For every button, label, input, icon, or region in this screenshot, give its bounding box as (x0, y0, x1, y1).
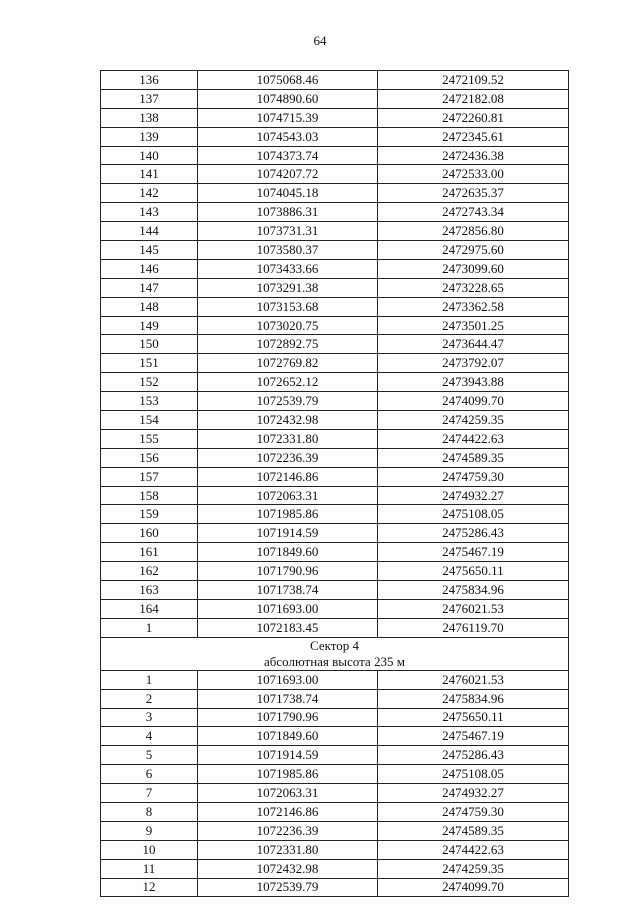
table-row (101, 297, 569, 316)
table-row (101, 543, 569, 562)
point-number-cell: 149 (101, 316, 198, 335)
y-coordinate-cell: 2472182.08 (378, 89, 569, 108)
point-number-cell: 1 (101, 670, 198, 689)
point-number-cell: 140 (101, 146, 198, 165)
x-coordinate-cell: 1073731.31 (198, 222, 378, 241)
table-row (101, 505, 569, 524)
point-number-cell: 159 (101, 505, 198, 524)
y-coordinate-cell: 2473228.65 (378, 278, 569, 297)
y-coordinate-cell: 2472635.37 (378, 184, 569, 203)
x-coordinate-cell: 1071790.96 (198, 708, 378, 727)
table-row (101, 354, 569, 373)
y-coordinate-cell: 2475286.43 (378, 746, 569, 765)
point-number-cell: 156 (101, 448, 198, 467)
y-coordinate-cell: 2475650.11 (378, 562, 569, 581)
x-coordinate-cell: 1071914.59 (198, 524, 378, 543)
point-number-cell: 153 (101, 392, 198, 411)
point-number-cell: 137 (101, 89, 198, 108)
table-row (101, 222, 569, 241)
point-number-cell: 164 (101, 599, 198, 618)
point-number-cell: 11 (101, 859, 198, 878)
point-number-cell: 151 (101, 354, 198, 373)
point-number-cell: 5 (101, 746, 198, 765)
table-row (101, 689, 569, 708)
x-coordinate-cell: 1074890.60 (198, 89, 378, 108)
y-coordinate-cell: 2476021.53 (378, 599, 569, 618)
table-row (101, 146, 569, 165)
table-row (101, 581, 569, 600)
table-row (101, 373, 569, 392)
x-coordinate-cell: 1071738.74 (198, 689, 378, 708)
x-coordinate-cell: 1071738.74 (198, 581, 378, 600)
point-number-cell: 8 (101, 802, 198, 821)
y-coordinate-cell: 2474589.35 (378, 821, 569, 840)
y-coordinate-cell: 2472533.00 (378, 165, 569, 184)
table-row (101, 784, 569, 803)
point-number-cell: 154 (101, 411, 198, 430)
x-coordinate-cell: 1072539.79 (198, 878, 378, 897)
x-coordinate-cell: 1072539.79 (198, 392, 378, 411)
x-coordinate-cell: 1072652.12 (198, 373, 378, 392)
table-row (101, 708, 569, 727)
y-coordinate-cell: 2472260.81 (378, 108, 569, 127)
point-number-cell: 146 (101, 259, 198, 278)
sector-header-cell (101, 637, 569, 670)
point-number-cell: 4 (101, 727, 198, 746)
y-coordinate-cell: 2472856.80 (378, 222, 569, 241)
table-row (101, 727, 569, 746)
table-row (101, 859, 569, 878)
point-number-cell: 136 (101, 71, 198, 90)
x-coordinate-cell: 1073020.75 (198, 316, 378, 335)
x-coordinate-cell: 1073580.37 (198, 241, 378, 260)
point-number-cell: 6 (101, 765, 198, 784)
y-coordinate-cell: 2475108.05 (378, 505, 569, 524)
point-number-cell: 144 (101, 222, 198, 241)
point-number-cell: 158 (101, 486, 198, 505)
point-number-cell: 1 (101, 618, 198, 637)
x-coordinate-cell: 1072236.39 (198, 448, 378, 467)
y-coordinate-cell: 2472436.38 (378, 146, 569, 165)
y-coordinate-cell: 2475467.19 (378, 727, 569, 746)
x-coordinate-cell: 1072183.45 (198, 618, 378, 637)
table-row (101, 429, 569, 448)
table-row (101, 467, 569, 486)
point-number-cell: 163 (101, 581, 198, 600)
table-row (101, 108, 569, 127)
table-row (101, 599, 569, 618)
point-number-cell: 147 (101, 278, 198, 297)
x-coordinate-cell: 1073433.66 (198, 259, 378, 278)
table-row (101, 165, 569, 184)
table-row (101, 259, 569, 278)
x-coordinate-cell: 1074543.03 (198, 127, 378, 146)
y-coordinate-cell: 2474259.35 (378, 411, 569, 430)
y-coordinate-cell: 2475834.96 (378, 581, 569, 600)
sector-header-row (101, 637, 569, 670)
y-coordinate-cell: 2473943.88 (378, 373, 569, 392)
y-coordinate-cell: 2473792.07 (378, 354, 569, 373)
table-row (101, 618, 569, 637)
point-number-cell: 143 (101, 203, 198, 222)
x-coordinate-cell: 1072892.75 (198, 335, 378, 354)
y-coordinate-cell: 2472109.52 (378, 71, 569, 90)
x-coordinate-cell: 1071985.86 (198, 505, 378, 524)
table-row (101, 746, 569, 765)
table-row (101, 184, 569, 203)
sector-header-group (101, 637, 569, 670)
table-row (101, 448, 569, 467)
table-row (101, 392, 569, 411)
table-row (101, 486, 569, 505)
y-coordinate-cell: 2474099.70 (378, 878, 569, 897)
point-number-cell: 139 (101, 127, 198, 146)
x-coordinate-cell: 1074373.74 (198, 146, 378, 165)
y-coordinate-cell: 2473501.25 (378, 316, 569, 335)
x-coordinate-cell: 1074045.18 (198, 184, 378, 203)
table-row (101, 411, 569, 430)
y-coordinate-cell: 2476021.53 (378, 670, 569, 689)
x-coordinate-cell: 1073291.38 (198, 278, 378, 297)
table-row (101, 562, 569, 581)
table-row (101, 89, 569, 108)
y-coordinate-cell: 2474422.63 (378, 840, 569, 859)
point-number-cell: 12 (101, 878, 198, 897)
table-row (101, 71, 569, 90)
x-coordinate-cell: 1072432.98 (198, 411, 378, 430)
point-number-cell: 142 (101, 184, 198, 203)
x-coordinate-cell: 1072236.39 (198, 821, 378, 840)
x-coordinate-cell: 1071849.60 (198, 543, 378, 562)
point-number-cell: 3 (101, 708, 198, 727)
sector-title: Сектор 4 (309, 637, 359, 653)
coordinates-table-body-top (101, 71, 569, 638)
y-coordinate-cell: 2474422.63 (378, 429, 569, 448)
y-coordinate-cell: 2475834.96 (378, 689, 569, 708)
y-coordinate-cell: 2474932.27 (378, 486, 569, 505)
table-row (101, 127, 569, 146)
table-row (101, 840, 569, 859)
y-coordinate-cell: 2475108.05 (378, 765, 569, 784)
table-row (101, 765, 569, 784)
table-row (101, 241, 569, 260)
y-coordinate-cell: 2474932.27 (378, 784, 569, 803)
point-number-cell: 10 (101, 840, 198, 859)
x-coordinate-cell: 1071693.00 (198, 670, 378, 689)
x-coordinate-cell: 1073153.68 (198, 297, 378, 316)
x-coordinate-cell: 1072146.86 (198, 467, 378, 486)
point-number-cell: 162 (101, 562, 198, 581)
point-number-cell: 141 (101, 165, 198, 184)
x-coordinate-cell: 1074207.72 (198, 165, 378, 184)
point-number-cell: 152 (101, 373, 198, 392)
point-number-cell: 161 (101, 543, 198, 562)
y-coordinate-cell: 2474259.35 (378, 859, 569, 878)
y-coordinate-cell: 2473099.60 (378, 259, 569, 278)
page-number: 64 (313, 33, 327, 48)
x-coordinate-cell: 1072063.31 (198, 784, 378, 803)
table-row (101, 316, 569, 335)
y-coordinate-cell: 2474759.30 (378, 467, 569, 486)
x-coordinate-cell: 1072063.31 (198, 486, 378, 505)
x-coordinate-cell: 1072331.80 (198, 429, 378, 448)
x-coordinate-cell: 1075068.46 (198, 71, 378, 90)
y-coordinate-cell: 2473644.47 (378, 335, 569, 354)
x-coordinate-cell: 1072331.80 (198, 840, 378, 859)
x-coordinate-cell: 1073886.31 (198, 203, 378, 222)
point-number-cell: 2 (101, 689, 198, 708)
point-number-cell: 157 (101, 467, 198, 486)
point-number-cell: 7 (101, 784, 198, 803)
table-row (101, 278, 569, 297)
x-coordinate-cell: 1071914.59 (198, 746, 378, 765)
y-coordinate-cell: 2472975.60 (378, 241, 569, 260)
point-number-cell: 148 (101, 297, 198, 316)
x-coordinate-cell: 1071693.00 (198, 599, 378, 618)
point-number-cell: 138 (101, 108, 198, 127)
table-row (101, 335, 569, 354)
coordinates-table (100, 70, 569, 897)
sector-altitude: абсолютная высота 235 м (264, 653, 405, 669)
table-row (101, 821, 569, 840)
x-coordinate-cell: 1072432.98 (198, 859, 378, 878)
point-number-cell: 150 (101, 335, 198, 354)
x-coordinate-cell: 1071790.96 (198, 562, 378, 581)
table-row (101, 203, 569, 222)
point-number-cell: 155 (101, 429, 198, 448)
y-coordinate-cell: 2476119.70 (378, 618, 569, 637)
x-coordinate-cell: 1072146.86 (198, 802, 378, 821)
y-coordinate-cell: 2475286.43 (378, 524, 569, 543)
y-coordinate-cell: 2475650.11 (378, 708, 569, 727)
x-coordinate-cell: 1074715.39 (198, 108, 378, 127)
y-coordinate-cell: 2472345.61 (378, 127, 569, 146)
y-coordinate-cell: 2474589.35 (378, 448, 569, 467)
table-row (101, 878, 569, 897)
coordinates-table-body-bottom (101, 670, 569, 897)
point-number-cell: 9 (101, 821, 198, 840)
table-row (101, 670, 569, 689)
x-coordinate-cell: 1071849.60 (198, 727, 378, 746)
y-coordinate-cell: 2474759.30 (378, 802, 569, 821)
table-row (101, 802, 569, 821)
y-coordinate-cell: 2475467.19 (378, 543, 569, 562)
point-number-cell: 145 (101, 241, 198, 260)
y-coordinate-cell: 2472743.34 (378, 203, 569, 222)
point-number-cell: 160 (101, 524, 198, 543)
y-coordinate-cell: 2474099.70 (378, 392, 569, 411)
x-coordinate-cell: 1071985.86 (198, 765, 378, 784)
x-coordinate-cell: 1072769.82 (198, 354, 378, 373)
y-coordinate-cell: 2473362.58 (378, 297, 569, 316)
table-row (101, 524, 569, 543)
